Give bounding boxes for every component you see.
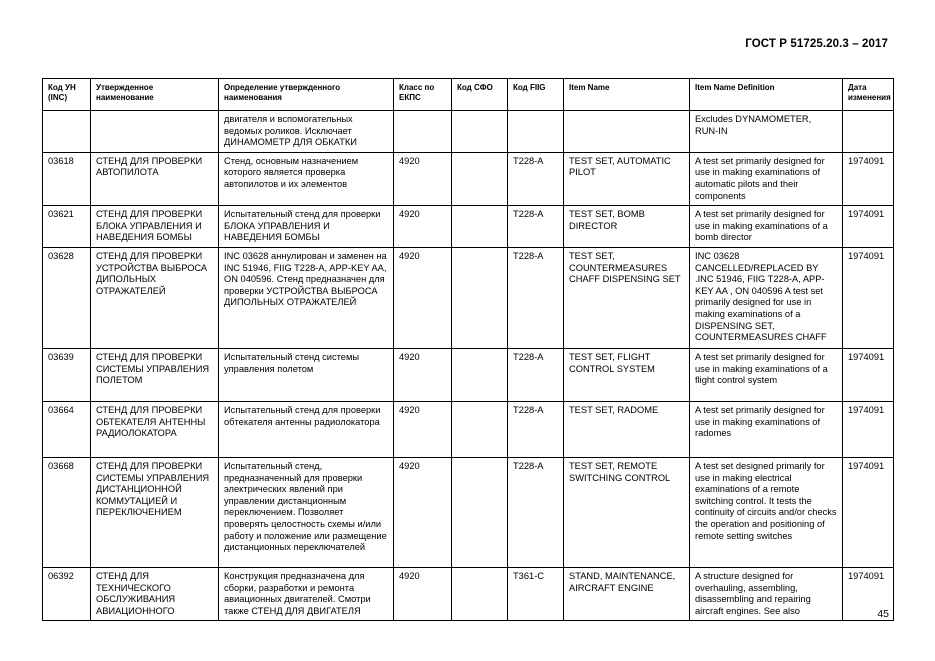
- col-header-item-name: Item Name: [564, 79, 690, 111]
- cell-item-name: TEST SET, RADOME: [564, 401, 690, 457]
- cell-definition: Испытательный стенд для проверки БЛОКА УПРАВЛЕНИЯ И НАВЕДЕНИЯ БОМБЫ: [219, 206, 394, 248]
- cell-fiig-code: T228-A: [508, 247, 564, 348]
- cell-inc: 03621: [43, 206, 91, 248]
- cell-definition: Испытательный стенд системы управления полетом: [219, 348, 394, 401]
- cell-change-date: 1974091: [843, 206, 894, 248]
- cell-ekps-class: 4920: [394, 348, 452, 401]
- cell-change-date: 1974091: [843, 401, 894, 457]
- cell-approved-name: СТЕНД ДЛЯ ТЕХНИЧЕСКОГО ОБСЛУЖИВАНИЯ АВИАЦИОННОГО: [91, 567, 219, 620]
- cell-definition: Стенд, основным назначением которого является проверка автопилотов и их элементов: [219, 152, 394, 205]
- cell-change-date: [843, 111, 894, 153]
- cell-item-name-definition: A test set primarily designed for use in making examinations of radomes: [690, 401, 843, 457]
- cell-change-date: 1974091: [843, 152, 894, 205]
- cell-sfo-code: [452, 152, 508, 205]
- cell-definition: Конструкция предназначена для сборки, разработки и ремонта авиационных двигателей. Смотри также СТЕНД ДЛЯ ДВИГАТЕЛЯ: [219, 567, 394, 620]
- table-row: [43, 111, 894, 153]
- col-header-change-date: Дата изменения: [843, 79, 894, 111]
- col-header-fiig-code: Код FIIG: [508, 79, 564, 111]
- cell-sfo-code: [452, 348, 508, 401]
- cell-change-date: 1974091: [843, 457, 894, 567]
- cell-ekps-class: [394, 111, 452, 153]
- table-header: [43, 79, 894, 111]
- col-header-definition: Определение утвержденного наименования: [219, 79, 394, 111]
- col-header-inc: Код УН (INC): [43, 79, 91, 111]
- cell-inc: [43, 111, 91, 153]
- cell-fiig-code: T361-C: [508, 567, 564, 620]
- cell-definition: Испытательный стенд, предназначенный для проверки электрических явлений при управлении дистанционным переключением. Позволяет проверять целостность схемы и/или работу и положение или размещение дистанционных переключателей: [219, 457, 394, 567]
- table-row: [43, 152, 894, 205]
- cell-ekps-class: 4920: [394, 457, 452, 567]
- cell-inc: 03664: [43, 401, 91, 457]
- table-row: [43, 348, 894, 401]
- cell-approved-name: СТЕНД ДЛЯ ПРОВЕРКИ СИСТЕМЫ УПРАВЛЕНИЯ ДИСТАНЦИОННОЙ КОММУТАЦИЕЙ И ПЕРЕКЛЮЧЕНИЕМ: [91, 457, 219, 567]
- cell-fiig-code: T228-A: [508, 457, 564, 567]
- col-header-approved-name: Утвержденное наименование: [91, 79, 219, 111]
- cell-sfo-code: [452, 206, 508, 248]
- cell-change-date: 1974091: [843, 567, 894, 620]
- cell-item-name: [564, 111, 690, 153]
- cell-item-name-definition: Excludes DYNAMOMETER, RUN-IN: [690, 111, 843, 153]
- cell-sfo-code: [452, 567, 508, 620]
- cell-definition: Испытательный стенд для проверки обтекателя антенны радиолокатора: [219, 401, 394, 457]
- cell-inc: 06392: [43, 567, 91, 620]
- table-row: [43, 206, 894, 248]
- cell-item-name: TEST SET, FLIGHT CONTROL SYSTEM: [564, 348, 690, 401]
- cell-ekps-class: 4920: [394, 206, 452, 248]
- cell-definition: INC 03628 аннулирован и заменен на INC 51946, FIIG T228-A, APP-KEY AA, ON 040596. Стенд предназначен для проверки УСТРОЙСТВА ВЫБРОСА ДИПОЛЬНЫХ ОТРАЖАТЕЛЕЙ: [219, 247, 394, 348]
- cell-item-name-definition: A test set primarily designed for use in making examinations of automatic pilots and their components: [690, 152, 843, 205]
- cell-item-name-definition: A test set designed primarily for use in making electrical examinations of a remote switching control. It tests the continuity of circuits and/or checks the operation and positioning of remote setting switches: [690, 457, 843, 567]
- cell-approved-name: СТЕНД ДЛЯ ПРОВЕРКИ СИСТЕМЫ УПРАВЛЕНИЯ ПОЛЕТОМ: [91, 348, 219, 401]
- cell-inc: 03628: [43, 247, 91, 348]
- cell-ekps-class: 4920: [394, 247, 452, 348]
- cell-ekps-class: 4920: [394, 401, 452, 457]
- cell-approved-name: СТЕНД ДЛЯ ПРОВЕРКИ АВТОПИЛОТА: [91, 152, 219, 205]
- cell-item-name-definition: A test set primarily designed for use in making examinations of a bomb director: [690, 206, 843, 248]
- cell-approved-name: СТЕНД ДЛЯ ПРОВЕРКИ БЛОКА УПРАВЛЕНИЯ И НАВЕДЕНИЯ БОМБЫ: [91, 206, 219, 248]
- cell-fiig-code: T228-A: [508, 152, 564, 205]
- cell-ekps-class: 4920: [394, 567, 452, 620]
- table-body: [43, 111, 894, 621]
- table-row: [43, 247, 894, 348]
- cell-inc: 03639: [43, 348, 91, 401]
- table-row: [43, 567, 894, 620]
- col-header-item-name-definition: Item Name Definition: [690, 79, 843, 111]
- cell-change-date: 1974091: [843, 247, 894, 348]
- cell-sfo-code: [452, 457, 508, 567]
- page-number: 45: [877, 608, 889, 620]
- header-row: [43, 79, 894, 111]
- cell-item-name: TEST SET, AUTOMATIC PILOT: [564, 152, 690, 205]
- cell-item-name-definition: INC 03628 CANCELLED/REPLACED BY .INC 51946, FIIG T228-A, APP-KEY AA , ON 040596 A test set primarily designed for use in making examinations of a DISPENSING SET, COUNTERMEASURES CHAFF: [690, 247, 843, 348]
- cell-fiig-code: [508, 111, 564, 153]
- document-header: ГОСТ Р 51725.20.3 – 2017: [745, 38, 888, 50]
- nomenclature-table: [42, 78, 894, 621]
- cell-definition: двигателя и вспомогательных ведомых роликов. Исключает ДИНАМОМЕТР ДЛЯ ОБКАТКИ: [219, 111, 394, 153]
- cell-fiig-code: T228-A: [508, 206, 564, 248]
- cell-ekps-class: 4920: [394, 152, 452, 205]
- cell-change-date: 1974091: [843, 348, 894, 401]
- cell-item-name: STAND, MAINTENANCE, AIRCRAFT ENGINE: [564, 567, 690, 620]
- cell-item-name-definition: A structure designed for overhauling, assembling, disassembling and repairing aircraft engines. See also: [690, 567, 843, 620]
- cell-sfo-code: [452, 111, 508, 153]
- cell-inc: 03668: [43, 457, 91, 567]
- table-row: [43, 457, 894, 567]
- cell-approved-name: СТЕНД ДЛЯ ПРОВЕРКИ УСТРОЙСТВА ВЫБРОСА ДИПОЛЬНЫХ ОТРАЖАТЕЛЕЙ: [91, 247, 219, 348]
- cell-item-name-definition: A test set primarily designed for use in making examinations of a flight control system: [690, 348, 843, 401]
- cell-item-name: TEST SET, REMOTE SWITCHING CONTROL: [564, 457, 690, 567]
- cell-sfo-code: [452, 247, 508, 348]
- cell-fiig-code: T228-A: [508, 348, 564, 401]
- cell-approved-name: СТЕНД ДЛЯ ПРОВЕРКИ ОБТЕКАТЕЛЯ АНТЕННЫ РАДИОЛОКАТОРА: [91, 401, 219, 457]
- table-row: [43, 401, 894, 457]
- col-header-sfo-code: Код СФО: [452, 79, 508, 111]
- cell-item-name: TEST SET, BOMB DIRECTOR: [564, 206, 690, 248]
- cell-fiig-code: T228-A: [508, 401, 564, 457]
- cell-approved-name: [91, 111, 219, 153]
- col-header-ekps-class: Класс по ЕКПС: [394, 79, 452, 111]
- cell-item-name: TEST SET, COUNTERMEASURES CHAFF DISPENSING SET: [564, 247, 690, 348]
- cell-sfo-code: [452, 401, 508, 457]
- cell-inc: 03618: [43, 152, 91, 205]
